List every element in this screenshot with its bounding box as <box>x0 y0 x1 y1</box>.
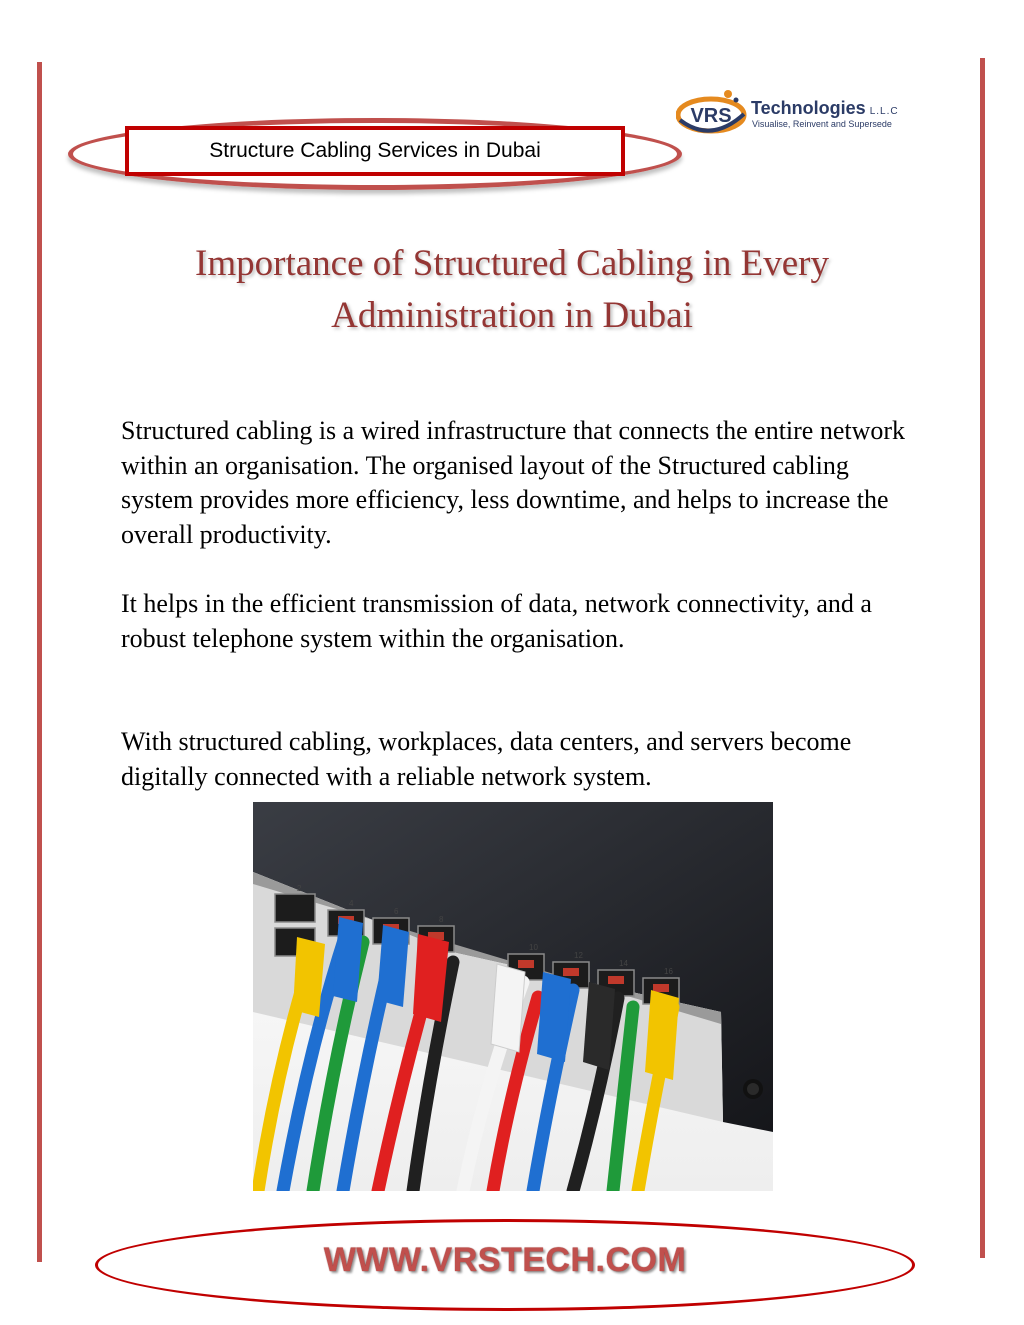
website-url[interactable]: WWW.VRSTECH.COM <box>323 1241 687 1279</box>
port-number-6: 6 <box>394 907 399 916</box>
port-number-8: 8 <box>439 915 444 924</box>
logo-mark: VRS <box>690 105 732 127</box>
port-number-12: 12 <box>574 951 583 960</box>
port-number-16: 16 <box>664 967 673 976</box>
port-number-4: 4 <box>349 899 354 908</box>
logo-suffix: L.L.C <box>869 106 899 117</box>
left-border-line <box>37 62 42 1262</box>
port-number-2: 2 <box>297 884 302 893</box>
header-label: Structure Cabling Services in Dubai <box>209 139 541 162</box>
header-label-box <box>125 126 625 176</box>
network-switch-cables-image <box>253 802 773 1191</box>
right-border-line <box>980 58 985 1258</box>
logo-tagline: Visualise, Reinvent and Supersede <box>752 119 892 129</box>
company-logo <box>676 86 906 142</box>
paragraph-intro: Structured cabling is a wired infrastructure that connects the entire network within an organisation. The organised layout of the Structured cabling system provides more efficiency, less downtime, and helps to increase the overall productivity. <box>121 416 906 549</box>
page-title: Importance of Structured Cabling in Every Administration in Dubai <box>195 243 829 336</box>
logo-name: Technologies <box>751 98 866 118</box>
paragraph-transmission: It helps in the efficient transmission of data, network connectivity, and a robust telephone system within the organisation. <box>121 589 872 653</box>
port-number-10: 10 <box>529 943 538 952</box>
paragraph-connected: With structured cabling, workplaces, data centers, and servers become digitally connected with a reliable network system. <box>121 727 852 791</box>
vrs-logo-icon <box>676 86 752 142</box>
port-number-14: 14 <box>619 959 628 968</box>
